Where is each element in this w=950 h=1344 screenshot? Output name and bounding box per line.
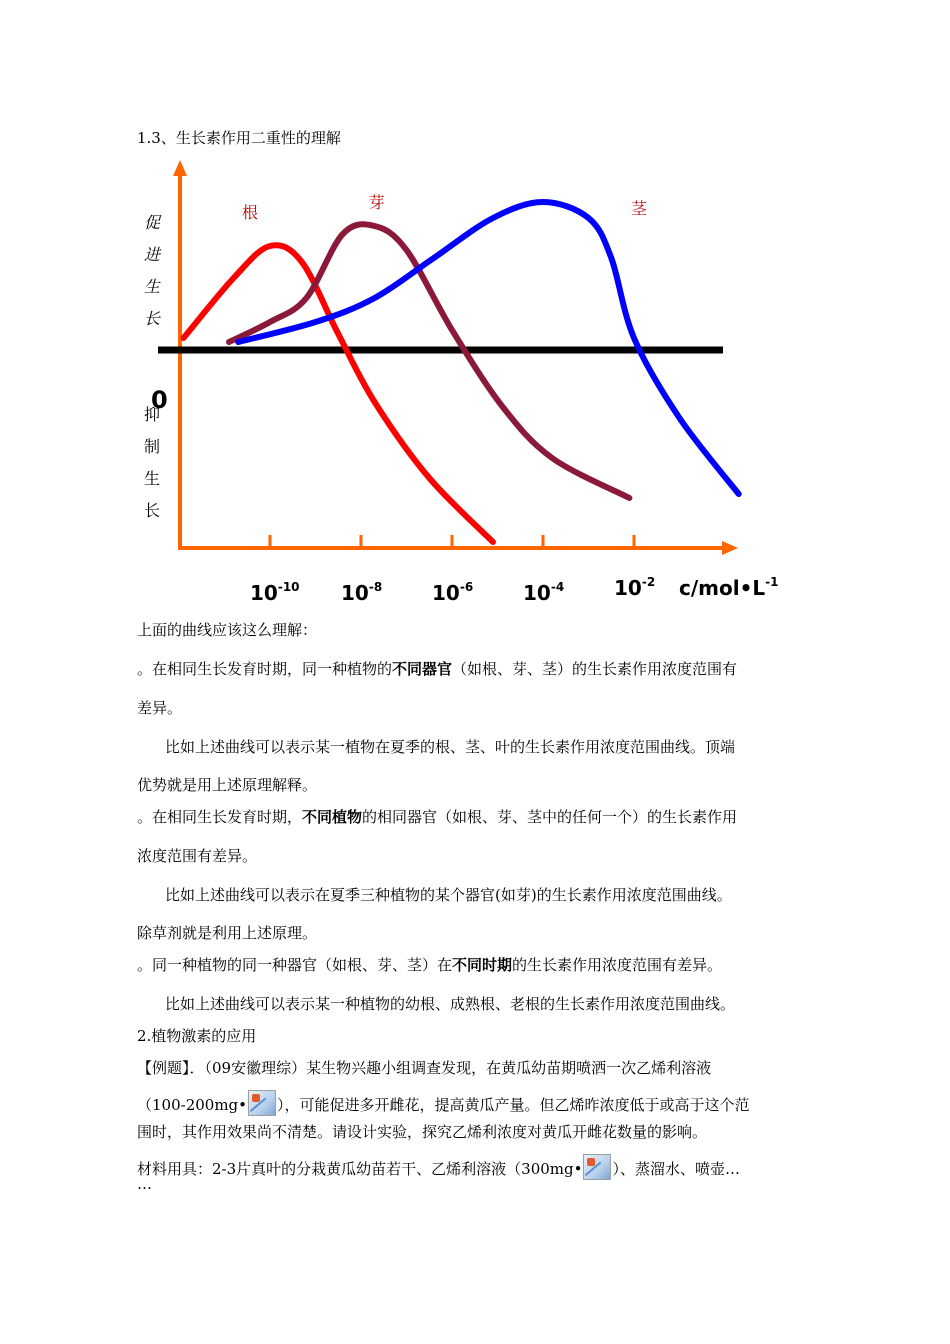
point-4-line-2: 除草剂就是利用上述原理。 bbox=[137, 924, 318, 942]
y-label-inhibit-char: 制 bbox=[144, 437, 161, 456]
bud-curve bbox=[229, 224, 629, 498]
broken-image-icon bbox=[583, 1154, 611, 1180]
y-label-promote-char: 生 bbox=[144, 277, 161, 296]
point-3-line: 。在相同生长发育时期，不同植物的相同器官（如根、芽、茎中的任何一个）的生长素作用 bbox=[137, 808, 738, 826]
x-tick-label: $10^{-10}$ bbox=[250, 580, 300, 605]
x-tick-label: $10^{-2}$ bbox=[614, 575, 656, 600]
point-4-line-1: 比如上述曲线可以表示在夏季三种植物的某个器官(如芽)的生长素作用浓度范围曲线。 bbox=[165, 886, 732, 904]
example-line-2: （100-200mg• ），可能促进多开雌花，提高黄瓜产量。但乙烯昨浓度低于或高于这个范 bbox=[137, 1090, 817, 1110]
emphasis-different-organs: 不同器官 bbox=[392, 660, 453, 678]
y-label-inhibit-char: 生 bbox=[144, 469, 161, 488]
point-6-line: 比如上述曲线可以表示某一种植物的幼根、成熟根、老根的生长素作用浓度范围曲线。 bbox=[165, 995, 736, 1013]
materials-line: 材料用具：2-3片真叶的分栽黄瓜幼苗若干、乙烯利溶液（300mg• ）、蒸溜水、喷壶… bbox=[137, 1154, 817, 1174]
y-label-inhibit-char: 抑 bbox=[144, 405, 161, 424]
point-1-cont: 差异。 bbox=[137, 699, 183, 717]
x-tick-label: $10^{-8}$ bbox=[341, 580, 383, 605]
y-axis-arrow bbox=[173, 160, 187, 176]
explanation-text bbox=[137, 620, 817, 1194]
emphasis-different-periods: 不同时期 bbox=[452, 956, 513, 974]
emphasis-different-plants: 不同植物 bbox=[302, 808, 363, 826]
auxin-dose-response-chart bbox=[130, 150, 810, 620]
stem-label: 茎 bbox=[631, 199, 648, 218]
y-label-inhibit-char: 长 bbox=[144, 501, 161, 520]
y-label-promote-char: 促 bbox=[144, 213, 161, 232]
x-axis-arrow bbox=[722, 541, 738, 555]
root-curve bbox=[184, 245, 494, 542]
section-heading: 1.3、生长素作用二重性的理解 bbox=[137, 129, 341, 147]
point-3-cont: 浓度范围有差异。 bbox=[137, 847, 258, 865]
example-line-3: 围时，其作用效果尚不清楚。请设计实验，探究乙烯利浓度对黄瓜开雌花数量的影响。 bbox=[137, 1123, 708, 1141]
y-label-promote-char: 进 bbox=[144, 245, 161, 264]
root-label: 根 bbox=[242, 203, 259, 222]
point-2-line-1: 比如上述曲线可以表示某一植物在夏季的根、茎、叶的生长素作用浓度范围曲线。顶端 bbox=[165, 738, 736, 756]
example-line-1: 【例题】．（09安徽理综）某生物兴趣小组调查发现，在黄瓜幼苗期喷洒一次乙烯利溶液 bbox=[137, 1059, 712, 1077]
y-label-promote-char: 长 bbox=[144, 309, 161, 328]
zero-label: 0 bbox=[151, 386, 168, 414]
intro-line: 上面的曲线应该这么理解： bbox=[137, 621, 318, 639]
x-unit-label: $c/mol•L^{-1}$ bbox=[679, 575, 779, 600]
point-1-line: 。在相同生长发育时期，同一种植物的不同器官（如根、芽、茎）的生长素作用浓度范围有 bbox=[137, 660, 738, 678]
section-2-heading: 2.植物激素的应用 bbox=[137, 1027, 257, 1045]
x-tick-label: $10^{-4}$ bbox=[523, 580, 565, 605]
bud-label: 芽 bbox=[368, 193, 385, 212]
point-5-line: 。同一种植物的同一种器官（如根、芽、茎）在不同时期的生长素作用浓度范围有差异。 bbox=[137, 956, 723, 974]
materials-cont: … bbox=[137, 1175, 152, 1193]
x-tick-label: $10^{-6}$ bbox=[432, 580, 474, 605]
point-2-line-2: 优势就是用上述原理解释。 bbox=[137, 776, 318, 794]
broken-image-icon bbox=[248, 1090, 276, 1116]
